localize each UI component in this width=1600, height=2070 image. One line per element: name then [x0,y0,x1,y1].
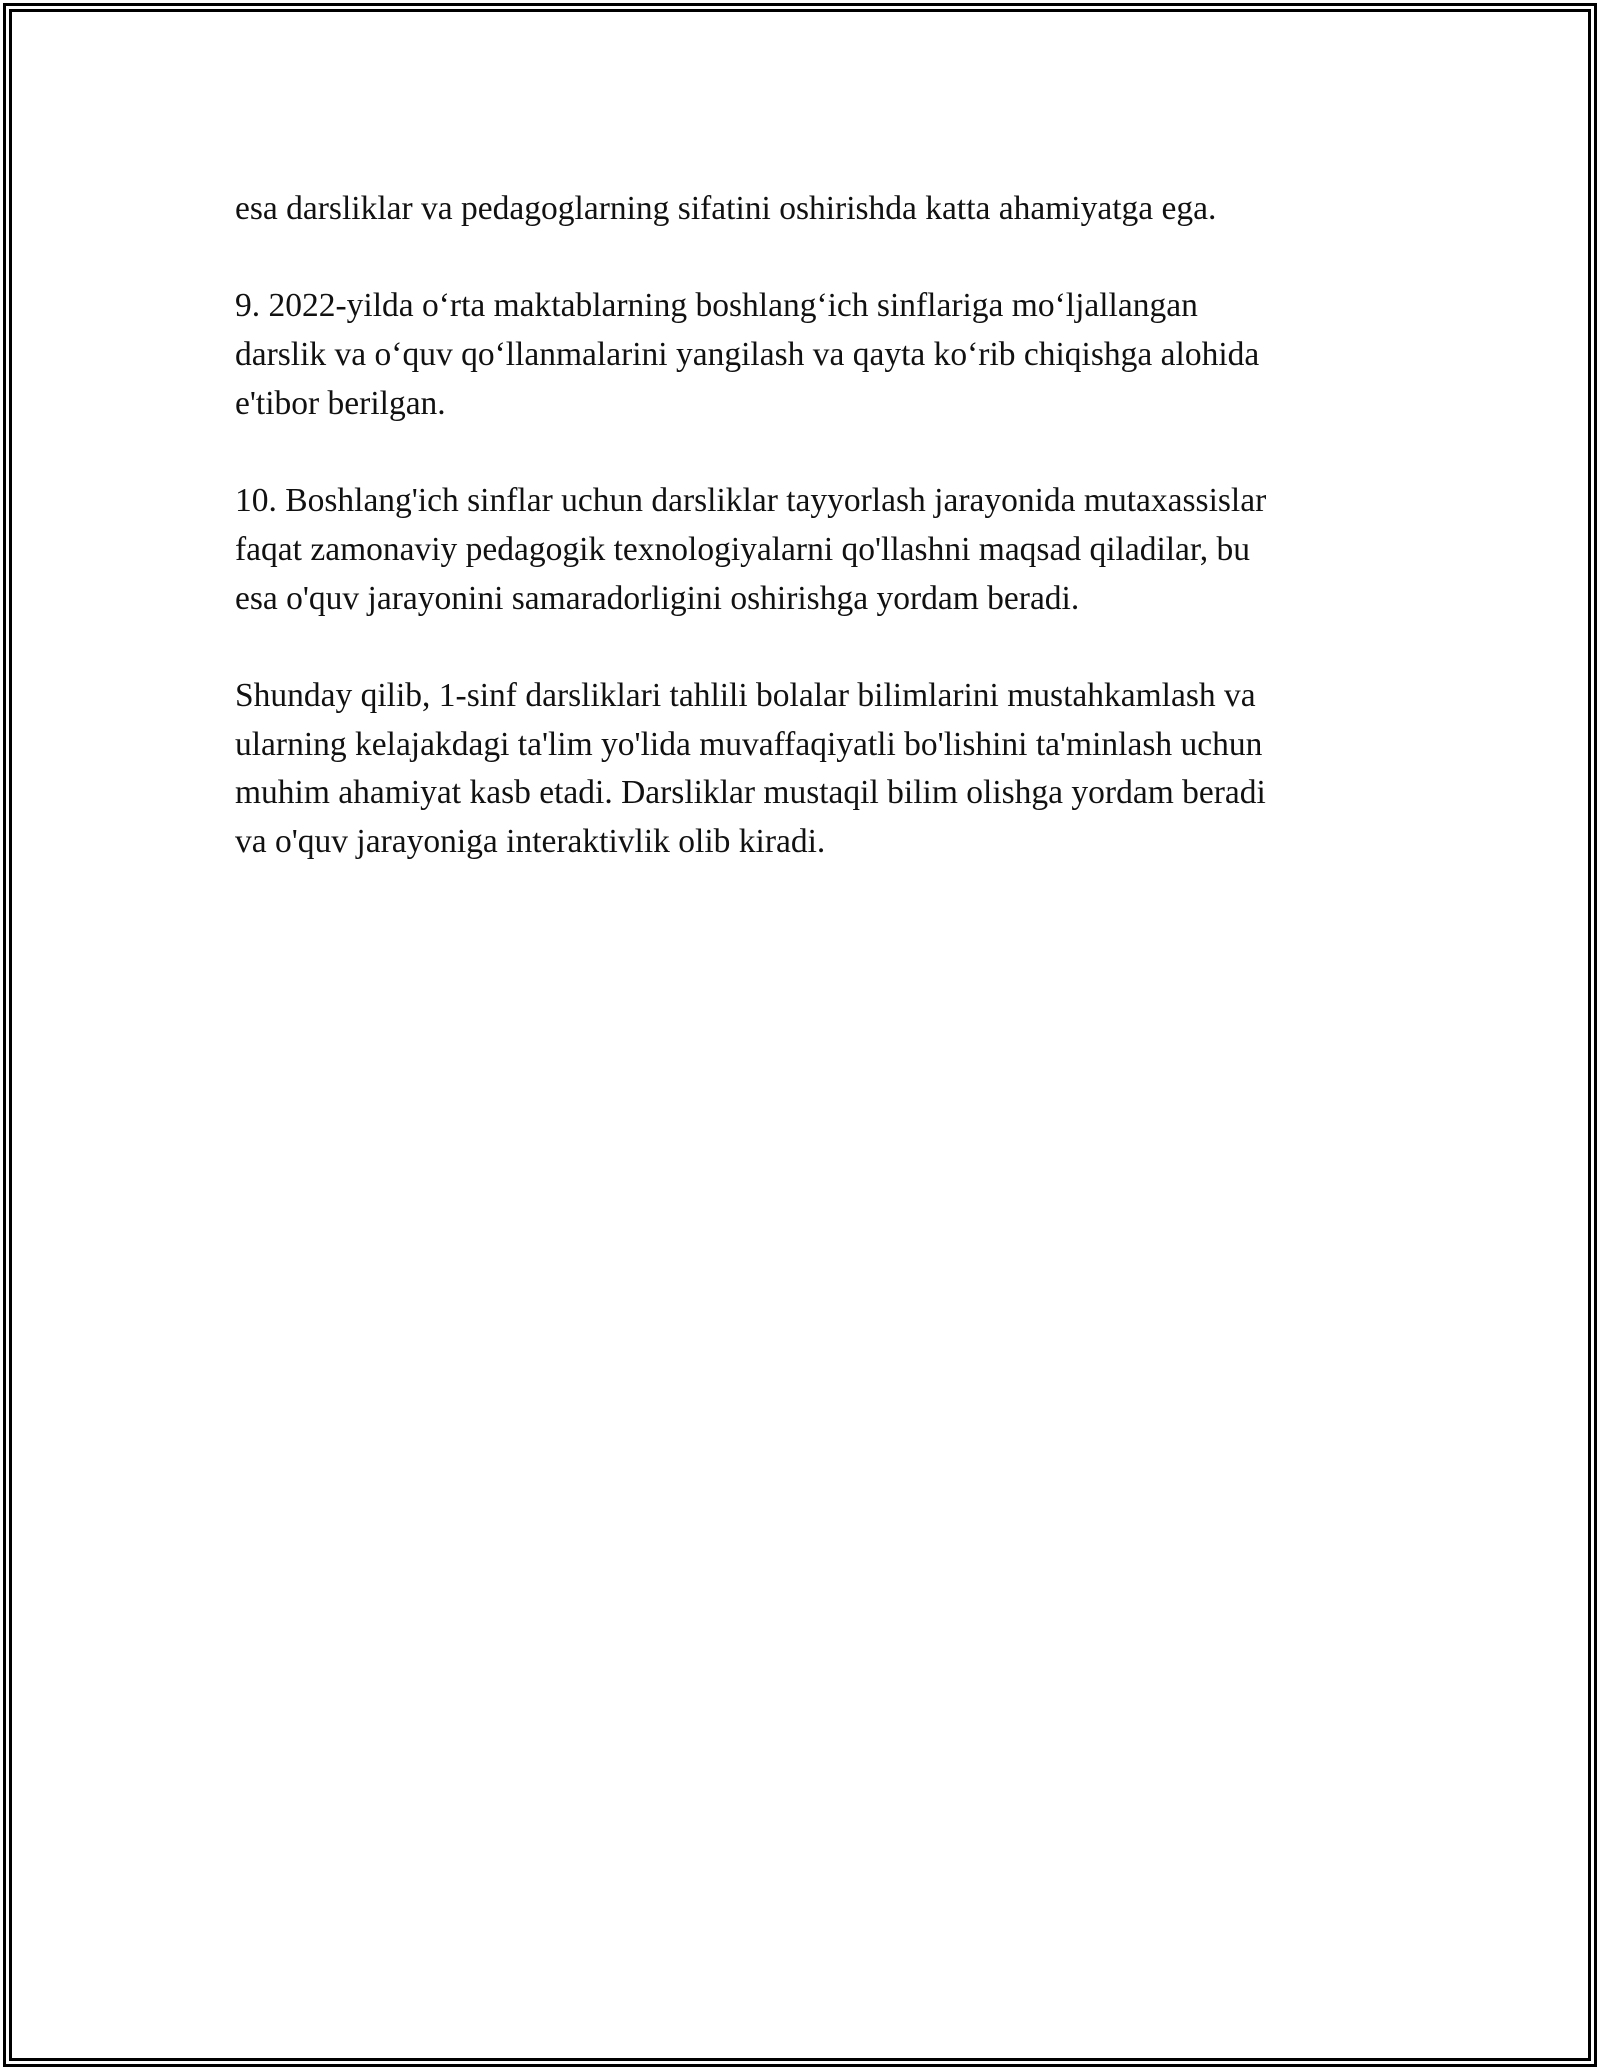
document-body [235,185,1385,915]
paragraph-item-9: 9. 2022-yilda o‘rta maktablarning boshlang‘ich sinflariga mo‘ljallangan darslik va o‘quv qo‘llanmalarini yangilash va qayta ko‘rib chiqishga alohida e'tibor berilgan. [235,287,1260,422]
paragraph-item-10: 10. Boshlang'ich sinflar uchun darsliklar tayyorlash jarayonida mutaxassislar faqat zamonaviy pedagogik texnologiyalarni qo'llashni maqsad qiladilar, bu esa o'quv jarayonini samaradorligini oshirishga yordam beradi. [235,482,1267,617]
paragraph-conclusion: Shunday qilib, 1-sinf darsliklari tahlili bolalar bilimlarini mustahkamlash va ularning kelajakdagi ta'lim yo'lida muvaffaqiyatli bo'lishini ta'minlash uchun muhim ahamiyat kasb etadi. Darsliklar mustaqil bilim olishga yordam beradi va o'quv jarayoniga interaktivlik olib kiradi. [235,676,1266,861]
paragraph-continuation: esa darsliklar va pedagoglarning sifatini oshirishda katta ahamiyatga ega. [235,190,1217,227]
